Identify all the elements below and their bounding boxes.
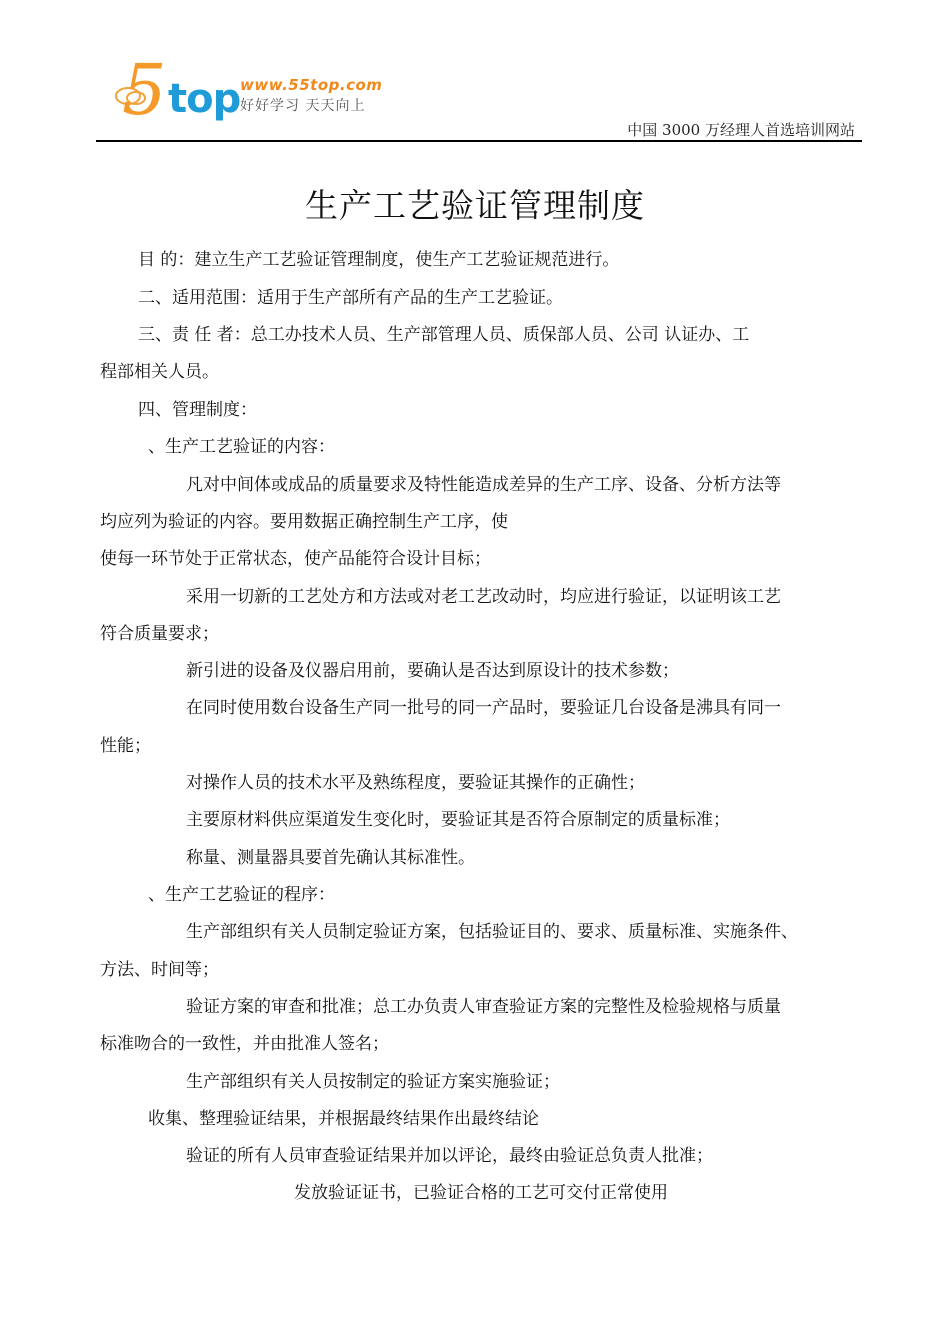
list-item: 新引进的设备及仪器启用前，要确认是否达到原设计的技术参数； bbox=[186, 661, 679, 681]
logo-url: www.55top.com bbox=[240, 76, 383, 94]
logo-number: 5 bbox=[122, 52, 167, 126]
list-item: 凡对中间体或成品的质量要求及特性能造成差异的生产工序、设备、分析方法等 bbox=[186, 475, 781, 495]
list-item: 采用一切新的工艺处方和方法或对老工艺改动时，均应进行验证，以证明该工艺 bbox=[186, 587, 781, 607]
document-title: 生产工艺验证管理制度 bbox=[305, 186, 645, 226]
list-item: 对操作人员的技术水平及熟练程度，要验证其操作的正确性； bbox=[186, 773, 645, 793]
list-item: 发放验证证书，已验证合格的工艺可交付正常使用 bbox=[294, 1183, 668, 1203]
section-heading-rules: 四、管理制度： bbox=[138, 400, 257, 420]
list-item-cont: 性能； bbox=[100, 736, 151, 756]
list-item-cont: 均应列为验证的内容。要用数据正确控制生产工序，使 bbox=[100, 512, 508, 532]
list-item: 验证方案的审查和批准；总工办负责人审查验证方案的完整性及检验规格与质量 bbox=[186, 997, 781, 1017]
logo-slogan: 好好学习 天天向上 bbox=[240, 98, 366, 114]
header-divider bbox=[96, 140, 862, 142]
logo-word: top bbox=[168, 76, 241, 122]
list-item: 生产部组织有关人员按制定的验证方案实施验证； bbox=[186, 1072, 560, 1092]
list-item: 验证的所有人员审查验证结果并加以评论，最终由验证总负责人批准； bbox=[186, 1146, 713, 1166]
list-item: 主要原材料供应渠道发生变化时，要验证其是否符合原制定的质量标准； bbox=[186, 810, 730, 830]
paragraph-responsible: 三、责 任 者：总工办技术人员、生产部管理人员、质保部人员、公司 认证办、工 bbox=[138, 325, 750, 345]
list-item-cont: 标准吻合的一致性，并由批准人签名； bbox=[100, 1034, 389, 1054]
list-item: 称量、测量器具要首先确认其标准性。 bbox=[186, 848, 475, 868]
list-item: 在同时使用数台设备生产同一批号的同一产品时，要验证几台设备是沸具有同一 bbox=[186, 698, 781, 718]
list-item: 收集、整理验证结果，并根据最终结果作出最终结论 bbox=[148, 1109, 539, 1129]
list-item: 生产部组织有关人员制定验证方案，包括验证目的、要求、质量标准、实施条件、 bbox=[186, 922, 798, 942]
header-tagline: 中国 3000 万经理人首选培训网站 bbox=[627, 121, 855, 139]
subsection-heading-procedure: 、生产工艺验证的程序： bbox=[148, 885, 335, 905]
paragraph-purpose: 目 的：建立生产工艺验证管理制度，使生产工艺验证规范进行。 bbox=[138, 250, 620, 270]
list-item-cont: 方法、时间等； bbox=[100, 960, 219, 980]
subsection-heading-content: 、生产工艺验证的内容： bbox=[148, 437, 335, 457]
paragraph-responsible-cont: 程部相关人员。 bbox=[100, 362, 219, 382]
list-item-cont: 使每一环节处于正常状态，使产品能符合设计目标； bbox=[100, 549, 491, 569]
paragraph-scope: 二、适用范围：适用于生产部所有产品的生产工艺验证。 bbox=[138, 288, 563, 308]
list-item-cont: 符合质量要求； bbox=[100, 624, 219, 644]
